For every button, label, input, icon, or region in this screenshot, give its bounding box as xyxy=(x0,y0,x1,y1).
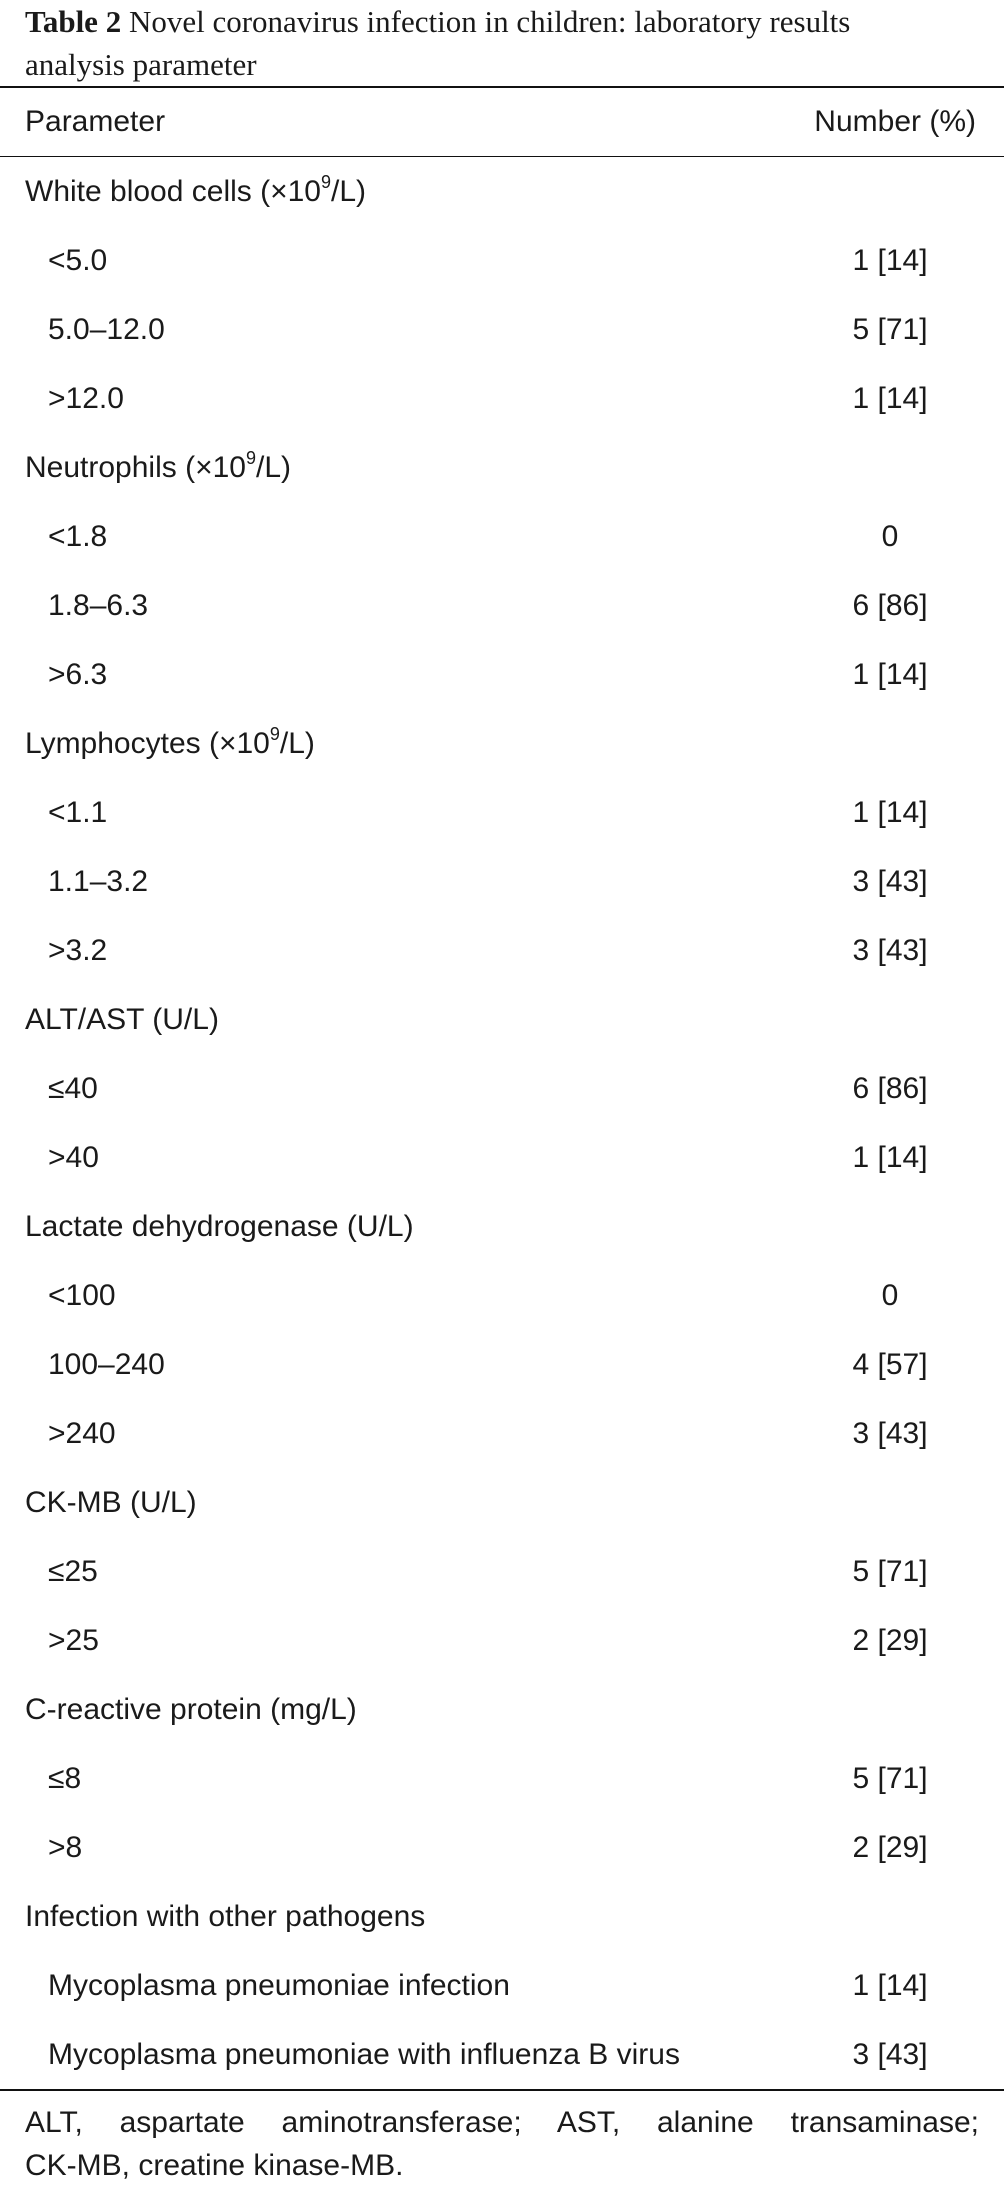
row-range: ≤25 xyxy=(48,1554,98,1588)
group-row xyxy=(0,1468,1004,1537)
group-label-text: ALT/AST (U/L) xyxy=(25,1002,219,1036)
group-label-text: Lymphocytes (×10 xyxy=(25,726,270,760)
row-value: 5 [71] xyxy=(852,312,928,346)
row-range: 1.1–3.2 xyxy=(48,864,149,898)
row-value: 3 [43] xyxy=(852,864,928,898)
row-value: 3 [43] xyxy=(852,1416,928,1450)
header-number: Number (%) xyxy=(814,105,976,138)
caption-line-1 xyxy=(25,0,1004,43)
table-row xyxy=(0,2020,1004,2089)
footnote-line-2: CK-MB, creatine kinase-MB. xyxy=(25,2148,404,2182)
table-row xyxy=(0,847,1004,916)
group-row xyxy=(0,1192,1004,1261)
row-value: 6 [86] xyxy=(852,1071,928,1105)
table-caption xyxy=(0,0,1004,86)
footnote-line-1: ALT, aspartate aminotransferase; AST, alanine transaminase; xyxy=(25,2105,979,2139)
table-row xyxy=(0,778,1004,847)
row-range: >8 xyxy=(48,1830,83,1864)
group-label-text: Neutrophils (×10 xyxy=(25,450,246,484)
group-label-exponent: 9 xyxy=(245,447,256,468)
group-label-text: Lactate dehydrogenase (U/L) xyxy=(25,1209,414,1243)
table-row xyxy=(0,916,1004,985)
table-row xyxy=(0,502,1004,571)
row-value: 4 [57] xyxy=(852,1347,928,1381)
group-label xyxy=(0,1882,776,1951)
group-label-exponent: 9 xyxy=(269,723,280,744)
row-value: 1 [14] xyxy=(852,795,928,829)
table-row xyxy=(0,295,1004,364)
group-label xyxy=(0,433,776,502)
group-label xyxy=(0,1192,776,1261)
group-row xyxy=(0,1882,1004,1951)
group-row xyxy=(0,985,1004,1054)
group-value-empty xyxy=(776,433,1004,502)
caption-text-1: Novel coronavirus infection in children: laboratory results xyxy=(128,4,851,39)
group-label-text: CK-MB (U/L) xyxy=(25,1485,197,1519)
group-label-unit: /L) xyxy=(255,450,291,484)
row-range: <5.0 xyxy=(48,243,108,277)
row-value: 5 [71] xyxy=(852,1761,928,1795)
group-value-empty xyxy=(776,157,1004,227)
group-label xyxy=(0,1468,776,1537)
group-value-empty xyxy=(776,985,1004,1054)
row-range: 1.8–6.3 xyxy=(48,588,149,622)
table-row xyxy=(0,1399,1004,1468)
row-value: 5 [71] xyxy=(852,1554,928,1588)
group-label-text: Infection with other pathogens xyxy=(25,1899,426,1933)
table-row xyxy=(0,1813,1004,1882)
table-row xyxy=(0,1330,1004,1399)
group-label xyxy=(0,1675,776,1744)
row-value: 2 [29] xyxy=(852,1623,928,1657)
table-row xyxy=(0,226,1004,295)
group-value-empty xyxy=(776,1468,1004,1537)
row-range: >40 xyxy=(48,1140,99,1174)
row-value: 6 [86] xyxy=(852,588,928,622)
row-range: >25 xyxy=(48,1623,99,1657)
row-value: 3 [43] xyxy=(852,2037,928,2071)
group-row xyxy=(0,157,1004,227)
table-row xyxy=(0,640,1004,709)
table-body xyxy=(0,157,1004,2090)
row-range: Mycoplasma pneumoniae with influenza B virus xyxy=(48,2037,680,2071)
row-value: 0 xyxy=(881,519,899,553)
header-row xyxy=(0,88,1004,157)
group-row xyxy=(0,1675,1004,1744)
row-value: 2 [29] xyxy=(852,1830,928,1864)
group-label xyxy=(0,157,776,227)
group-value-empty xyxy=(776,1882,1004,1951)
group-row xyxy=(0,433,1004,502)
group-row xyxy=(0,709,1004,778)
row-range: >6.3 xyxy=(48,657,108,691)
group-value-empty xyxy=(776,1675,1004,1744)
table-row xyxy=(0,1951,1004,2020)
row-value: 1 [14] xyxy=(852,657,928,691)
group-label-text: White blood cells (×10 xyxy=(25,174,321,208)
table-row xyxy=(0,1261,1004,1330)
row-value: 1 [14] xyxy=(852,1968,928,2002)
row-range: <1.1 xyxy=(48,795,108,829)
table-row xyxy=(0,1054,1004,1123)
row-range: >12.0 xyxy=(48,381,124,415)
row-range: ≤8 xyxy=(48,1761,82,1795)
table-row xyxy=(0,1123,1004,1192)
table-row xyxy=(0,1537,1004,1606)
footnote xyxy=(0,2091,1004,2187)
row-range: >240 xyxy=(48,1416,116,1450)
table-row xyxy=(0,571,1004,640)
row-range: Mycoplasma pneumoniae infection xyxy=(48,1968,510,2002)
table-row xyxy=(0,1744,1004,1813)
group-label-unit: /L) xyxy=(279,726,315,760)
row-value: 1 [14] xyxy=(852,243,928,277)
lab-results-table xyxy=(0,88,1004,2089)
group-value-empty xyxy=(776,709,1004,778)
caption-line-2: analysis parameter xyxy=(25,47,257,82)
row-value: 1 [14] xyxy=(852,1140,928,1174)
group-label xyxy=(0,985,776,1054)
row-value: 0 xyxy=(881,1278,899,1312)
row-range: 5.0–12.0 xyxy=(48,312,165,346)
header-parameter: Parameter xyxy=(25,105,166,138)
table-label: Table 2 xyxy=(25,4,122,39)
table-row xyxy=(0,1606,1004,1675)
row-range: >3.2 xyxy=(48,933,108,967)
group-label-text: C-reactive protein (mg/L) xyxy=(25,1692,357,1726)
row-range: ≤40 xyxy=(48,1071,98,1105)
group-label-exponent: 9 xyxy=(321,171,332,192)
row-range: <100 xyxy=(48,1278,116,1312)
row-range: 100–240 xyxy=(48,1347,165,1381)
table-row xyxy=(0,364,1004,433)
row-value: 1 [14] xyxy=(852,381,928,415)
group-label xyxy=(0,709,776,778)
group-label-unit: /L) xyxy=(331,174,367,208)
row-value: 3 [43] xyxy=(852,933,928,967)
group-value-empty xyxy=(776,1192,1004,1261)
row-range: <1.8 xyxy=(48,519,108,553)
